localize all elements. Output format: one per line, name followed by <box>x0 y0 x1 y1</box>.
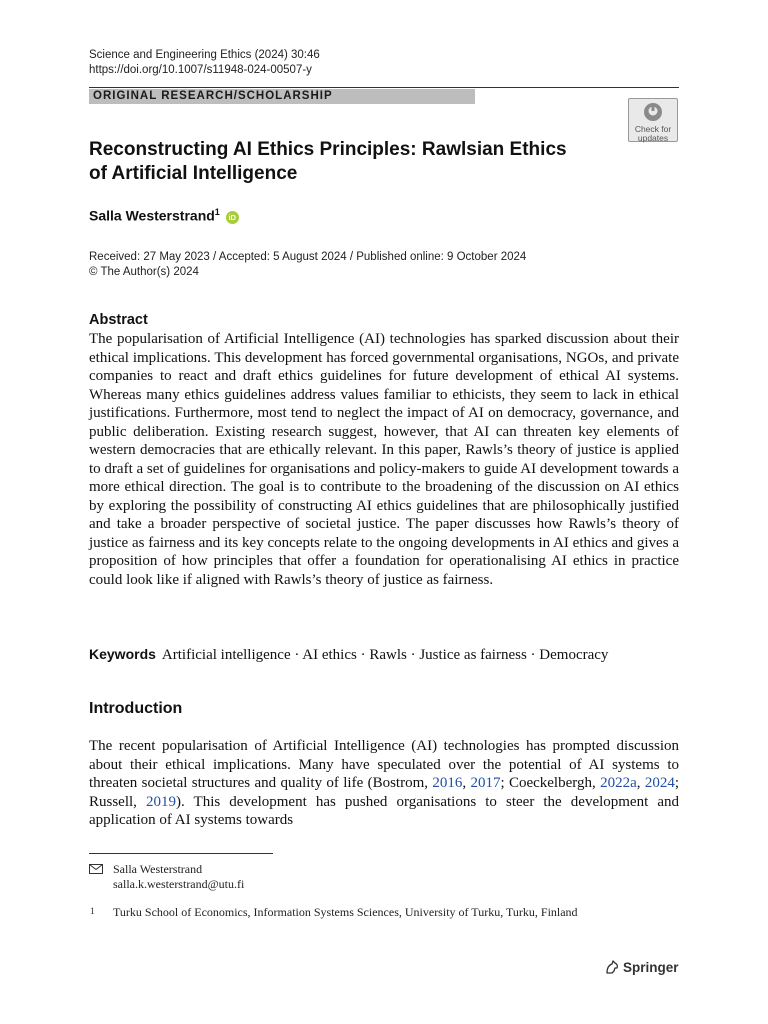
orcid-icon[interactable]: iD <box>226 211 239 224</box>
keywords-list: Artificial intelligence · AI ethics · Rawls · Justice as fairness · Democracy <box>161 647 609 663</box>
citation-link-2024[interactable]: 2024 <box>644 775 675 791</box>
title-line-2: of Artificial Intelligence <box>89 163 298 184</box>
check-updates-line2: updates <box>637 133 669 143</box>
springer-horse-icon <box>604 959 620 975</box>
journal-citation: Science and Engineering Ethics (2024) 30:46 <box>89 49 320 61</box>
citation-link-2022a[interactable]: 2022a <box>600 775 637 791</box>
keywords-line <box>89 646 689 664</box>
citation-link-2019[interactable]: 2019 <box>146 793 176 810</box>
check-for-updates-button[interactable] <box>628 98 678 142</box>
title-line-1: Reconstructing AI Ethics Principles: Rawlsian Ethics <box>89 139 567 160</box>
citation-link-2017[interactable]: 2017 <box>470 775 501 791</box>
intro-text-1: The recent popularisation of Artificial Intelligence (AI) technologies has prompted discussion about their ethical implications. Many have speculated over the potential of AI systems to threaten societal structures and quality of life (Bostrom, <box>89 738 679 791</box>
intro-text-4: ). This development has pushed organisations to steer the development and application of AI systems towards <box>89 793 679 828</box>
check-updates-line1: Check for <box>634 124 672 134</box>
section-label: ORIGINAL RESEARCH/SCHOLARSHIP <box>89 89 475 104</box>
abstract-heading: Abstract <box>89 312 148 328</box>
author-affil-sup: 1 <box>214 207 220 217</box>
intro-text-3: ; Russell, <box>89 775 680 810</box>
doi-link[interactable]: https://doi.org/10.1007/s11948-024-00507-y <box>89 64 312 76</box>
article-dates <box>89 250 526 280</box>
author-line <box>89 207 239 224</box>
publisher-name: Springer <box>623 960 679 975</box>
author-name[interactable]: Salla Westerstrand <box>89 207 215 224</box>
envelope-icon <box>89 864 103 874</box>
introduction-heading: Introduction <box>89 700 183 717</box>
article-title <box>89 138 589 186</box>
corresponding-author-email[interactable]: salla.k.westerstrand@utu.fi <box>113 877 245 891</box>
abstract-text: The popularisation of Artificial Intelligence (AI) technologies has sparked discussion about their ethical implications. This development has forced governmental organisations, NGOs, and private companies to react and draft ethics guidelines for future development of ethical AI systems. Whereas many ethics guidelines address values familiar to ethicists, they seem to lack in ethical justifications. Furthermore, most tend to neglect the impact of AI on democracy, governance, and public deliberation. Existing research suggest, however, that AI can threaten key elements of western democracies that are ethically relevant. In this paper, Rawls’s theory of justice is applied to draft a set of guidelines for organisations and policy-makers to guide AI development towards a more ethical direction. The goal is to contribute to the broadening of the discussion on AI ethics by exploring the possibility of constructing AI ethics guidelines that are philosophically justified and take a broader perspective of societal justice. The paper discusses how Rawls’s theory of justice as fairness and its key concepts relate to the ongoing developments in AI ethics and gives a proposition of how principles that offer a foundation for operationalising AI ethics in practice could look like if aligned with Rawls’s theory of justice as fairness. <box>89 331 679 588</box>
intro-text-2: ; Coeckelbergh, <box>500 775 601 791</box>
keywords-label: Keywords <box>89 646 156 662</box>
springer-logo <box>604 959 679 975</box>
footnote-rule <box>89 853 273 854</box>
introduction-paragraph <box>89 737 679 830</box>
intro-sep-1: , <box>462 775 471 791</box>
check-updates-icon <box>643 102 663 122</box>
affiliation-number: 1 <box>90 906 95 916</box>
corresponding-author-name: Salla Westerstrand <box>113 862 203 876</box>
header-rule <box>89 87 679 88</box>
publication-dates: Received: 27 May 2023 / Accepted: 5 August 2024 / Published online: 9 October 2024 <box>89 251 527 263</box>
intro-sep-2: , <box>636 775 645 791</box>
citation-link-2016[interactable]: 2016 <box>432 775 463 791</box>
affiliation-text: Turku School of Economics, Information Systems Sciences, University of Turku, Turku, Finland <box>113 905 578 919</box>
copyright-notice: © The Author(s) 2024 <box>89 266 199 278</box>
